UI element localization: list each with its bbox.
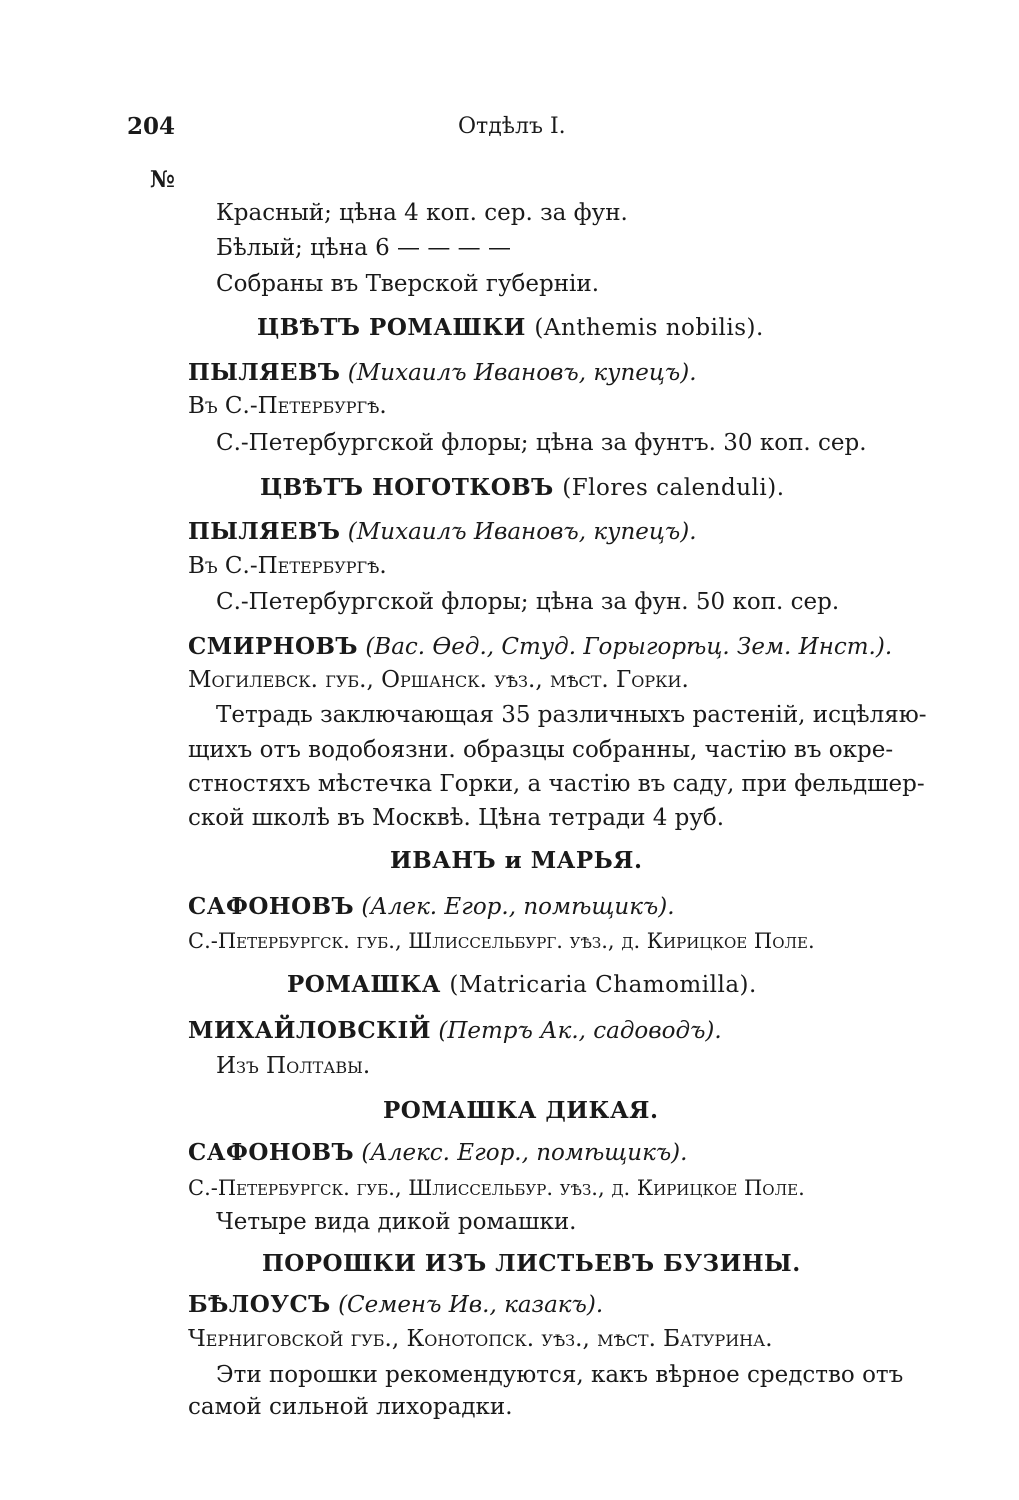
section-title: РОМАШКА ДИКАЯ. xyxy=(383,1097,659,1124)
entry-text-line: щихъ отъ водобоязни. образцы собранны, частію въ окре- xyxy=(188,737,894,763)
entry-header xyxy=(188,632,892,662)
contributor-name: ПЫЛЯЕВЪ xyxy=(188,518,341,545)
contributor-name: САФОНОВЪ xyxy=(188,893,355,920)
entry-header xyxy=(188,1290,603,1320)
contributor-name: СМИРНОВЪ xyxy=(188,633,358,660)
section-latin: (Matricaria Chamomilla). xyxy=(449,972,757,998)
section-title: РОМАШКА xyxy=(287,971,441,998)
entry-place: Въ С.-Петербургѣ. xyxy=(188,553,387,579)
entry-text-line: стностяхъ мѣстечка Горки, а частію въ саду, при фельдшер- xyxy=(188,771,925,797)
section-heading xyxy=(383,1096,658,1126)
section-heading xyxy=(262,1249,801,1279)
entry-text-line: Тетрадь заключающая 35 различныхъ растеній, исцѣляю- xyxy=(216,702,927,728)
contributor-details: (Михаилъ Ивановъ, купецъ). xyxy=(347,360,697,386)
section-heading xyxy=(390,846,642,876)
entry-text-line: Эти порошки рекомендуются, какъ вѣрное средство отъ xyxy=(216,1362,904,1388)
contributor-details: (Михаилъ Ивановъ, купецъ). xyxy=(347,519,697,545)
entry-text-line: ской школѣ въ Москвѣ. Цѣна тетради 4 руб. xyxy=(188,805,725,831)
entry-header xyxy=(188,892,675,922)
number-mark: № xyxy=(150,166,175,193)
page-number: 204 xyxy=(127,113,176,140)
section-title: ПОРОШКИ ИЗЪ ЛИСТЬЕВЪ БУЗИНЫ. xyxy=(262,1250,801,1277)
entry-place: Въ С.-Петербургѣ. xyxy=(188,393,387,419)
entry-place: С.-Петербургск. губ., Шлиссельбур. уѣз., д. Кирицкое Поле. xyxy=(188,1176,805,1200)
section-title: ЦВѢТЪ РОМАШКИ xyxy=(257,314,526,341)
section-heading xyxy=(287,970,757,1000)
contributor-details: (Алек. Егор., помѣщикъ). xyxy=(361,894,675,920)
contributor-details: (Вас. Өед., Студ. Горыгорѣц. Зем. Инст.). xyxy=(365,634,893,660)
contributor-name: БѢЛОУСЪ xyxy=(188,1291,331,1318)
contributor-name: МИХАЙЛОВСКІЙ xyxy=(188,1017,432,1044)
contributor-name: САФОНОВЪ xyxy=(188,1139,355,1166)
entry-text: С.-Петербургской флоры; цѣна за фун. 50 коп. сер. xyxy=(216,589,840,615)
section-latin: (Flores calenduli). xyxy=(562,475,785,501)
section-header: Отдѣлъ I. xyxy=(458,114,566,139)
contributor-details: (Петръ Ак., садоводъ). xyxy=(438,1018,722,1044)
section-heading xyxy=(257,313,764,343)
contributor-name: ПЫЛЯЕВЪ xyxy=(188,359,341,386)
section-title: ИВАНЪ и МАРЬЯ. xyxy=(390,847,643,874)
section-title: ЦВѢТЪ НОГОТКОВЪ xyxy=(260,474,554,501)
contributor-details: (Семенъ Ив., казакъ). xyxy=(338,1292,604,1318)
entry-header xyxy=(188,517,697,547)
entry-text: Четыре вида дикой ромашки. xyxy=(216,1209,577,1235)
section-latin: (Anthemis nobilis). xyxy=(534,315,764,341)
entry-text-line: самой сильной лихорадки. xyxy=(188,1394,513,1420)
entry-header xyxy=(188,358,697,388)
intro-white-price: Бѣлый; цѣна 6 — — — — xyxy=(216,235,511,261)
contributor-details: (Алекс. Егор., помѣщикъ). xyxy=(361,1140,688,1166)
entry-text: С.-Петербургской флоры; цѣна за фунтъ. 30 коп. сер. xyxy=(216,430,867,456)
section-heading xyxy=(260,473,785,503)
entry-place: Изъ Полтавы. xyxy=(216,1053,371,1079)
entry-header xyxy=(188,1016,722,1046)
entry-header xyxy=(188,1138,687,1168)
intro-collected: Собраны въ Тверской губерніи. xyxy=(216,271,600,297)
entry-place: Могилевск. губ., Оршанск. уѣз., мѣст. Горки. xyxy=(188,667,689,693)
entry-place: Черниговской губ., Конотопск. уѣз., мѣст. Батурина. xyxy=(188,1326,773,1352)
intro-red-price: Красный; цѣна 4 коп. сер. за фун. xyxy=(216,200,628,226)
entry-place: С.-Петербургск. губ., Шлиссельбург. уѣз., д. Кирицкое Поле. xyxy=(188,929,815,953)
